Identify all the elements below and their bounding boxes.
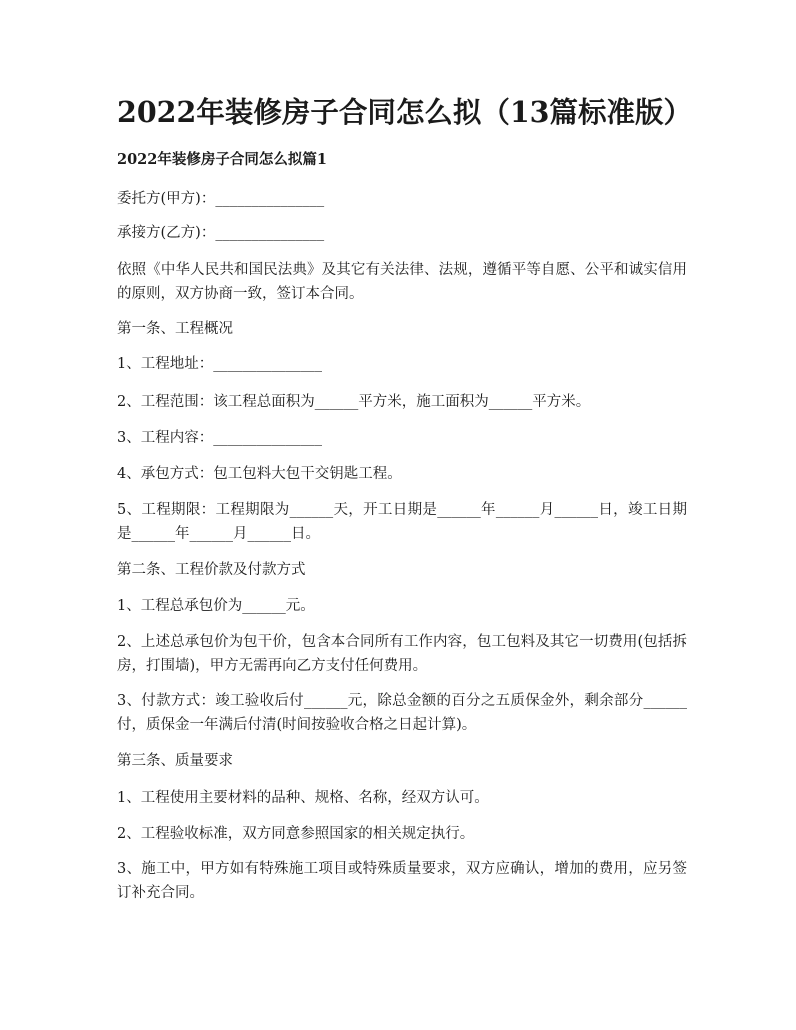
preamble-paragraph: 依照《中华人民共和国民法典》及其它有关法律、法规，遵循平等自愿、公平和诚实信用的原则，双方协商一致，签订本合同。	[117, 262, 687, 302]
section-heading: 2022年装修房子合同怎么拟篇1	[117, 151, 327, 168]
document-title: 2022年装修房子合同怎么拟（13篇标准版）	[117, 95, 692, 129]
clause-1-3: 3、工程内容：_______________	[117, 430, 322, 446]
clause-3-2: 2、工程验收标准，双方同意参照国家的相关规定执行。	[117, 826, 475, 842]
article-2-heading: 第二条、工程价款及付款方式	[117, 562, 306, 578]
article-1-heading: 第一条、工程概况	[117, 321, 233, 337]
clause-1-2: 2、工程范围：该工程总面积为______平方米，施工面积为______平方米。	[117, 394, 591, 410]
clause-2-1: 1、工程总承包价为______元。	[117, 598, 315, 614]
party-a-line: 委托方(甲方)：_______________	[117, 191, 325, 207]
clause-3-1: 1、工程使用主要材料的品种、规格、名称，经双方认可。	[117, 790, 489, 806]
article-3-heading: 第三条、质量要求	[117, 753, 233, 769]
clause-1-5: 5、工程期限：工程期限为______天，开工日期是______年______月______日，竣工日期是______年______月______日。	[117, 502, 687, 542]
clause-3-3: 3、施工中，甲方如有特殊施工项目或特殊质量要求，双方应确认，增加的费用，应另签订补充合同。	[117, 861, 687, 901]
clause-2-3: 3、付款方式：竣工验收后付______元，除总金额的百分之五质保金外，剩余部分______付，质保金一年满后付清(时间按验收合格之日起计算)。	[117, 693, 687, 733]
clause-2-2: 2、上述总承包价为包干价，包含本合同所有工作内容，包工包料及其它一切费用(包括拆房，打围墙)，甲方无需再向乙方支付任何费用。	[117, 634, 687, 674]
party-b-line: 承接方(乙方)：_______________	[117, 225, 325, 241]
clause-1-4: 4、承包方式：包工包料大包干交钥匙工程。	[117, 466, 402, 482]
clause-1-1: 1、工程地址：_______________	[117, 356, 322, 372]
